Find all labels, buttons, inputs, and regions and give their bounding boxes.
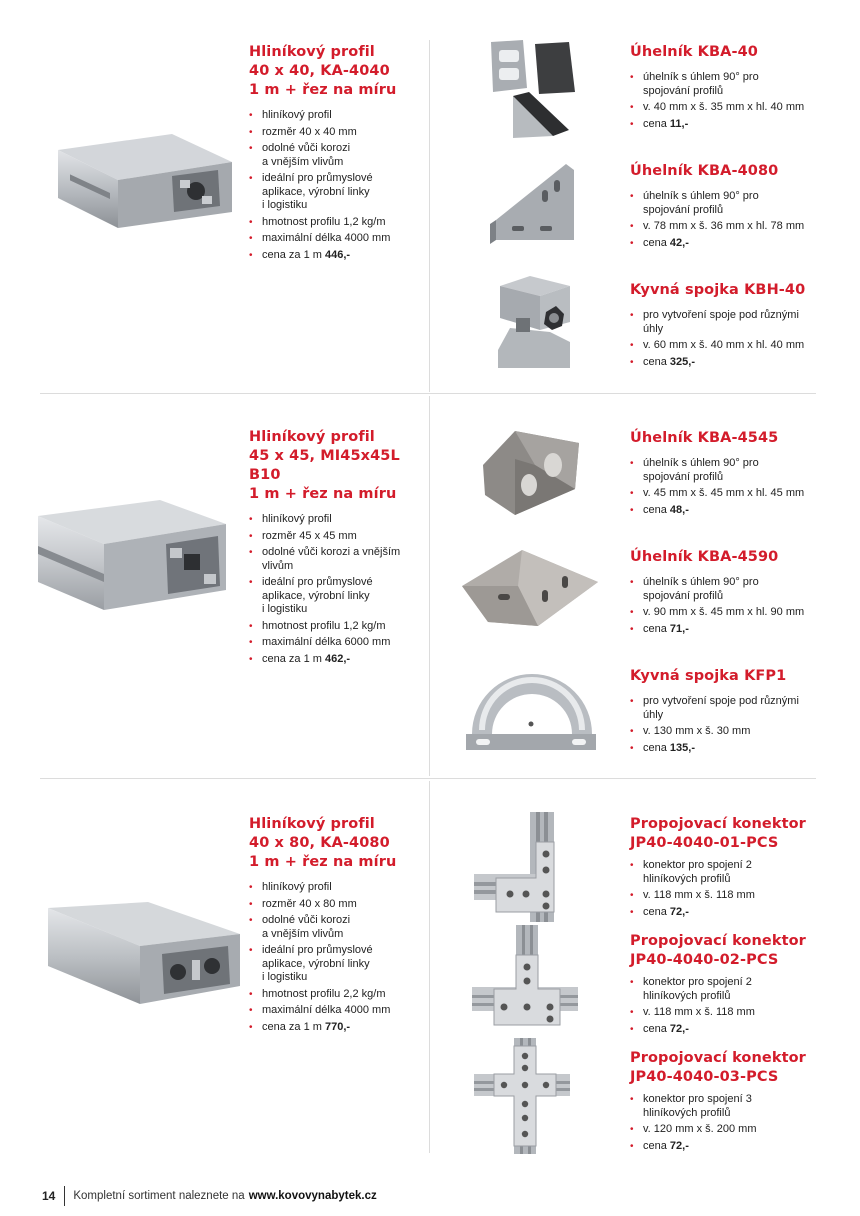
column-divider [429,396,430,776]
spec-item: • ideální pro průmyslové aplikace, výrobní linky i logistiku [249,944,424,985]
spec-item: • úhelník s úhlem 90° pro spojování profilů [630,576,820,603]
spec-item: • konektor pro spojení 3 hliníkových profilů [630,1093,830,1120]
spec-list [249,881,424,1034]
page-footer [42,1185,377,1207]
spec-item: • v. 78 mm x š. 36 mm x hl. 78 mm [630,220,820,234]
spec-item: • hmotnost profilu 2,2 kg/m [249,988,424,1002]
product-mi45x45l [249,428,427,669]
spec-list [630,190,820,250]
price: 72,- [669,1139,689,1152]
product-title: Úhelník KBA-4545 [630,430,779,446]
footer-text: Kompletní sortiment naleznete na [73,1190,245,1202]
product-kba-4545 [630,429,820,520]
price-item: • cena za 1 m 446,- [249,249,424,263]
product-jp40-01 [630,815,830,922]
spec-item: • v. 118 mm x š. 118 mm [630,889,830,903]
spec-item: • konektor pro spojení 2 hliníkových profilů [630,859,830,886]
spec-item: • rozměr 45 x 45 mm [249,530,427,544]
price-item: • cena 72,- [630,906,830,920]
spec-list [249,109,424,262]
spec-item: • rozměr 40 x 40 mm [249,126,424,140]
product-ka-4080 [249,815,424,1037]
spec-list [249,513,427,666]
jp40-01-image [470,812,570,922]
product-title: Úhelník KBA-4080 [630,163,779,179]
spec-item: • v. 130 mm x š. 30 mm [630,725,820,739]
product-jp40-02 [630,932,830,1039]
spec-item: • hmotnost profilu 1,2 kg/m [249,620,427,634]
spec-item: • hliníkový profil [249,109,424,123]
spec-item: • pro vytvoření spoje pod různými úhly [630,309,820,336]
price-item: • cena 72,- [630,1023,830,1037]
product-title: Propojovací konektor JP40-4040-03-PCS [630,1050,806,1085]
spec-item: • rozměr 40 x 80 mm [249,898,424,912]
kba-4080-image [482,160,587,245]
price-item: • cena 135,- [630,742,820,756]
price: 11,- [669,117,689,130]
product-kbh-40 [630,281,820,372]
spec-list [630,695,820,755]
product-kba-4590 [630,548,820,639]
spec-list [630,309,820,369]
price-item: • cena za 1 m 462,- [249,653,427,667]
product-title: Propojovací konektor JP40-4040-02-PCS [630,933,806,968]
price: 71,- [669,622,689,635]
product-title: Úhelník KBA-4590 [630,549,779,565]
price: 462,- [324,652,351,665]
kfp1-image [460,660,602,760]
spec-item: • maximální délka 4000 mm [249,1004,424,1018]
price-item: • cena za 1 m 770,- [249,1021,424,1035]
spec-item: • v. 90 mm x š. 45 mm x hl. 90 mm [630,606,820,620]
page-number: 14 [42,1189,56,1203]
product-title: Hliníkový profil 45 x 45, MI45x45L B10 1 m + řez na míru [249,429,400,502]
spec-item: • konektor pro spojení 2 hliníkových profilů [630,976,830,1003]
kba-4590-image [458,546,603,631]
spec-list [630,1093,830,1153]
jp40-02-image [470,925,580,1030]
column-divider [429,40,430,392]
price-item: • cena 11,- [630,118,820,132]
spec-list [630,859,830,919]
spec-item: • v. 60 mm x š. 40 mm x hl. 40 mm [630,339,820,353]
spec-item: • v. 120 mm x š. 200 mm [630,1123,830,1137]
product-title: Hliníkový profil 40 x 80, KA-4080 1 m + řez na míru [249,816,397,870]
price-item: • cena 48,- [630,504,820,518]
product-title: Hliníkový profil 40 x 40, KA-4040 1 m + řez na míru [249,44,397,98]
product-title: Kyvná spojka KBH-40 [630,282,806,298]
spec-list [630,576,820,636]
price: 446,- [324,248,351,261]
jp40-03-image [472,1038,572,1156]
product-title: Propojovací konektor JP40-4040-01-PCS [630,816,806,851]
spec-list [630,457,820,517]
spec-item: • maximální délka 4000 mm [249,232,424,246]
price-item: • cena 42,- [630,237,820,251]
spec-item: • hmotnost profilu 1,2 kg/m [249,216,424,230]
spec-item: • hliníkový profil [249,881,424,895]
spec-item: • pro vytvoření spoje pod různými úhly [630,695,820,722]
spec-item: • v. 45 mm x š. 45 mm x hl. 45 mm [630,487,820,501]
price: 325,- [669,355,695,368]
spec-item: • maximální délka 6000 mm [249,636,427,650]
product-jp40-03 [630,1049,830,1156]
product-title: Kyvná spojka KFP1 [630,668,787,684]
spec-list [630,976,830,1036]
profile-ka-4040-image [52,120,242,255]
spec-item: • v. 40 mm x š. 35 mm x hl. 40 mm [630,101,820,115]
spec-item: • v. 118 mm x š. 118 mm [630,1006,830,1020]
price-item: • cena 72,- [630,1140,830,1154]
price: 72,- [669,905,689,918]
profile-ka-4080-image [44,900,244,1020]
spec-item: • odolné vůči korozi a vnějším vlivům [249,914,424,941]
spec-item: • odolné vůči korozi a vnějším vlivům [249,546,427,573]
spec-list [630,71,820,131]
product-ka-4040 [249,43,424,265]
spec-item: • úhelník s úhlem 90° pro spojování profilů [630,457,820,484]
product-title: Úhelník KBA-40 [630,44,758,60]
spec-item: • úhelník s úhlem 90° pro spojování profilů [630,71,820,98]
section-divider [40,393,816,394]
column-divider [429,781,430,1153]
price-item: • cena 71,- [630,623,820,637]
kbh-40-image [490,272,580,377]
product-kfp1 [630,667,820,758]
price: 42,- [669,236,689,249]
spec-item: • ideální pro průmyslové aplikace, výrobní linky i logistiku [249,576,427,617]
price: 72,- [669,1022,689,1035]
product-kba-4080 [630,162,820,253]
section-divider [40,778,816,779]
footer-url-link[interactable]: www.kovovynabytek.cz [248,1190,377,1202]
kba-4545-image [475,425,585,525]
spec-item: • hliníkový profil [249,513,427,527]
spec-item: • ideální pro průmyslové aplikace, výrobní linky i logistiku [249,172,424,213]
spec-item: • odolné vůči korozi a vnějším vlivům [249,142,424,169]
profile-mi45x45l-image [34,494,234,644]
price: 135,- [669,741,695,754]
footer-separator [64,1186,65,1206]
price: 770,- [324,1020,351,1033]
price-item: • cena 325,- [630,356,820,370]
product-kba-40 [630,43,820,134]
spec-item: • úhelník s úhlem 90° pro spojování profilů [630,190,820,217]
price: 48,- [669,503,689,516]
kba-40-image [483,38,588,153]
